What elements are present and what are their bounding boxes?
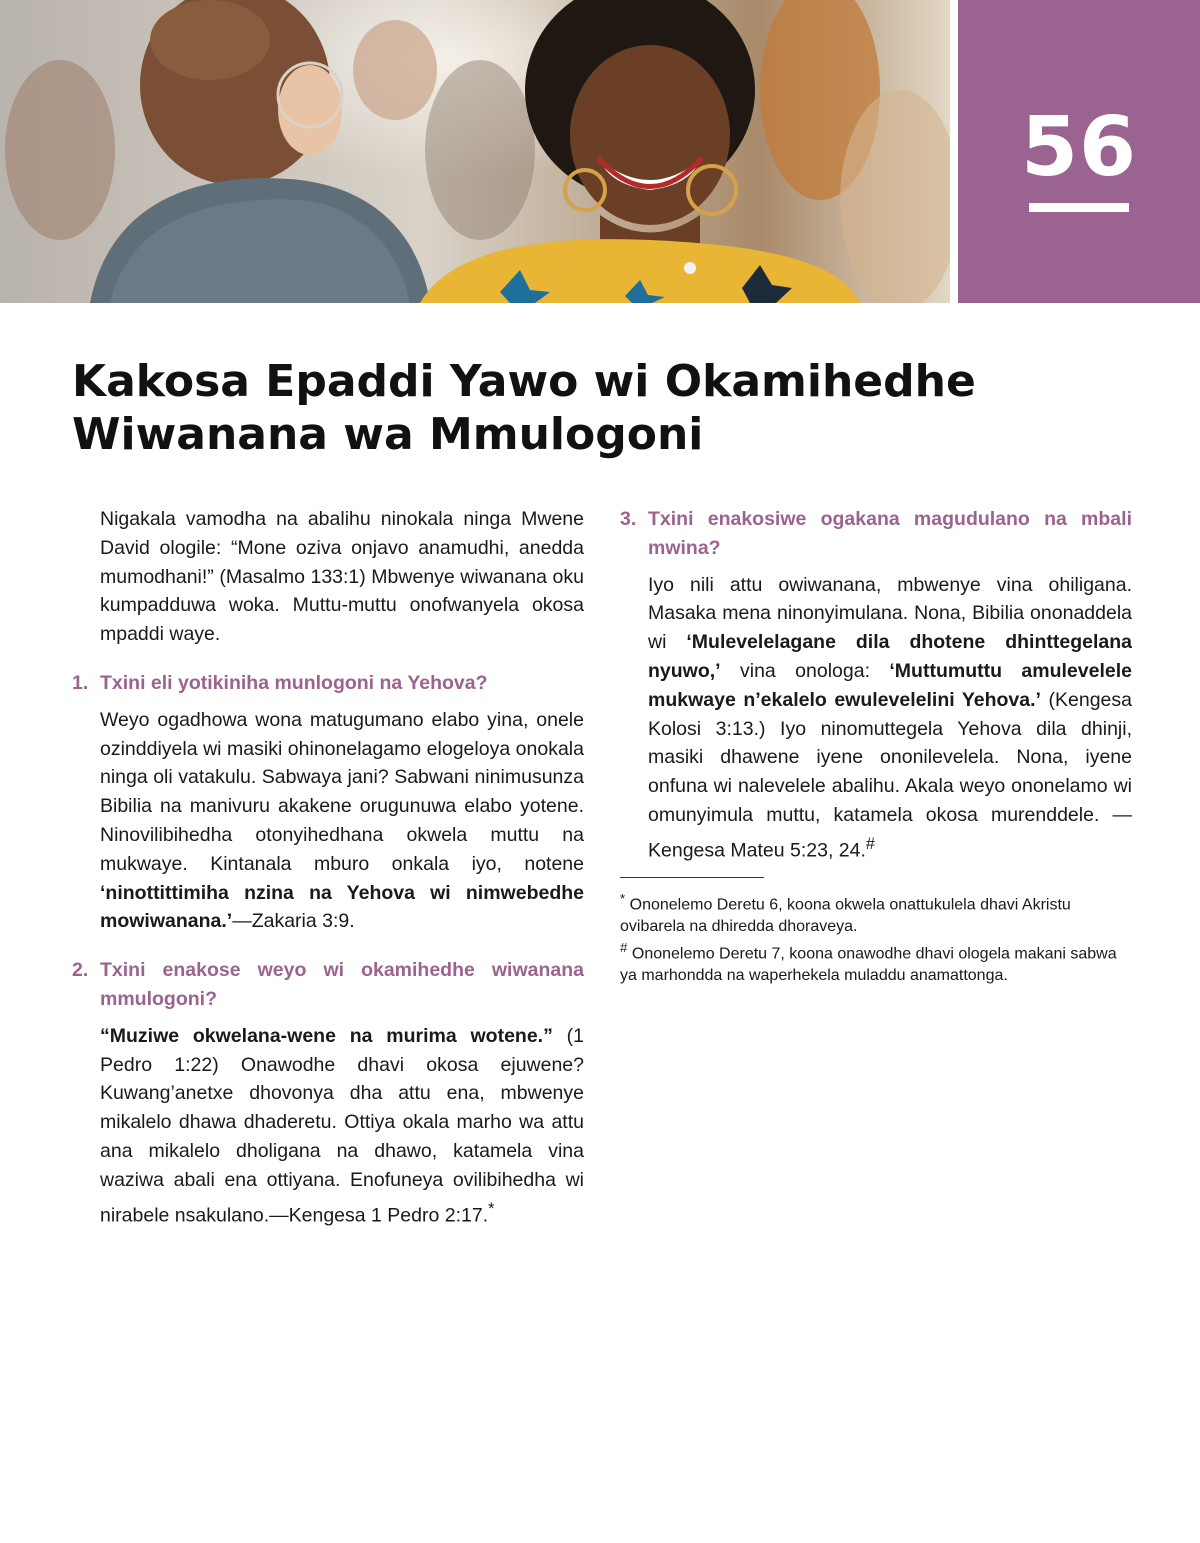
right-column	[620, 505, 1132, 987]
answer-1-paragraph	[72, 706, 584, 936]
answer-3-bold-quote-1: ‘Mulevelelagane dila dhotene dhinttegelana nyuwo,’	[648, 631, 1132, 682]
footnote-divider	[620, 877, 764, 878]
answer-3-text-a: Iyo nili attu owiwanana, mbwenye vina ohiligana. Masaka mena ninonyimulana. Nona, Bibilia ononaddela wi	[648, 573, 1132, 654]
question-3	[620, 505, 1132, 563]
answer-2-text: (1 Pedro 1:22) Onawodhe dhavi okosa ejuwene? Kuwang’anetxe dhovonya dha attu ena, mbwenye mikalelo dhawa dhaderetu. Ottiya okala marho wa attu ana mikalelo dholigana na dhawo, katamela vina waziwa abali ena ottiyana. Enofuneya ovilibihedha wi nirabele nsakulano.—Kengesa 1 Pedro 2:17.	[100, 1024, 584, 1227]
footnote-2-mark: #	[620, 940, 628, 956]
question-3-number: 3.	[620, 508, 637, 530]
question-1-number: 1.	[72, 671, 89, 694]
footnote-1-text: Ononelemo Deretu 6, koona okwela onattukulela dhavi Akristu ovibarela na dhiredda dhoraveya.	[620, 896, 1071, 935]
answer-1-text: Weyo ogadhowa wona matugumano elabo yina, onele ozinddiyela wi masiki ohinonelagamo elogeloya onokala ninga oli vatakulu. Sabwaya jani? Sabwani ninimusunza Bibilia na manivuru akakene orugunuwa elabo yotene. Ninovilibihedha otonyihedhana okwela muttu na mukwaye. Kintanala mburo onkala iyo, notene	[100, 708, 584, 875]
footnote-2	[620, 937, 1132, 986]
footnote-1-mark: *	[620, 891, 626, 907]
question-3-text: Txini enakosiwe ogakana magudulano na mbali mwina?	[648, 508, 1132, 559]
answer-3-text-c: (Kengesa Kolosi 3:13.) Iyo ninomuttegela Yehova dila dhinji, masiki dhawene iyene ononilevelela. Nona, iyene onfuna wi nalevelele abalihu. Akala weyo ononelamo wi omunyimula muttu, katamela okosa murenddele. —Kengesa Mateu 5:23, 24.	[648, 688, 1132, 862]
answer-3-text-b: vina onologa:	[720, 659, 890, 682]
question-2-text: Txini enakose weyo wi okamihedhe wiwanana mmulogoni?	[100, 959, 584, 1010]
answer-2-paragraph	[72, 1022, 584, 1230]
footnote-2-text: Ononelemo Deretu 7, koona onawodhe dhavi ologela makani sabwa ya marhondda na waperhekela muladdu anamattonga.	[620, 945, 1117, 985]
footnote-1	[620, 888, 1132, 937]
question-1	[72, 669, 584, 698]
intro-paragraph: Nigakala vamodha na abalihu ninokala ninga Mwene David ologile: “Mone oziva onjavo anamudhi, anedda mumodhani!” (Masalmo 133:1) Mbwenye wiwanana oku kumpadduwa woka. Muttu-muttu onofwanyela okosa mpaddi waye.	[100, 508, 584, 646]
answer-1-bold-quote: ‘ninottittimiha nzina na Yehova wi nimwebedhe mowiwanana.’	[100, 881, 584, 933]
photo-two-women-smiling	[0, 0, 950, 303]
lesson-number-box	[958, 0, 1200, 303]
answer-3-paragraph	[620, 571, 1132, 865]
answer-2-bold-quote: “Muziwe okwelana-wene na murima wotene.”	[100, 1024, 553, 1047]
lesson-number-underline	[1029, 203, 1129, 212]
page-title: Kakosa Epaddi Yawo wi Okamihedhe Wiwanana wa Mmulogoni	[72, 356, 976, 460]
question-2	[72, 956, 584, 1014]
answer-1-reference: —Zakaria 3:9.	[232, 910, 355, 933]
question-2-number: 2.	[72, 959, 89, 982]
answer-3-bold-quote-2: ‘Muttumuttu amulevelele mukwaye n’ekalelo ewulevelelini Yehova.’	[648, 659, 1132, 711]
header-photo	[0, 0, 950, 303]
left-column	[72, 505, 584, 1230]
footnote-marker-star[interactable]: *	[488, 1199, 495, 1218]
lesson-number: 56	[1020, 100, 1138, 195]
question-1-text: Txini eli yotikiniha munlogoni na Yehova?	[100, 671, 488, 694]
footnote-marker-hash[interactable]: #	[865, 834, 875, 853]
